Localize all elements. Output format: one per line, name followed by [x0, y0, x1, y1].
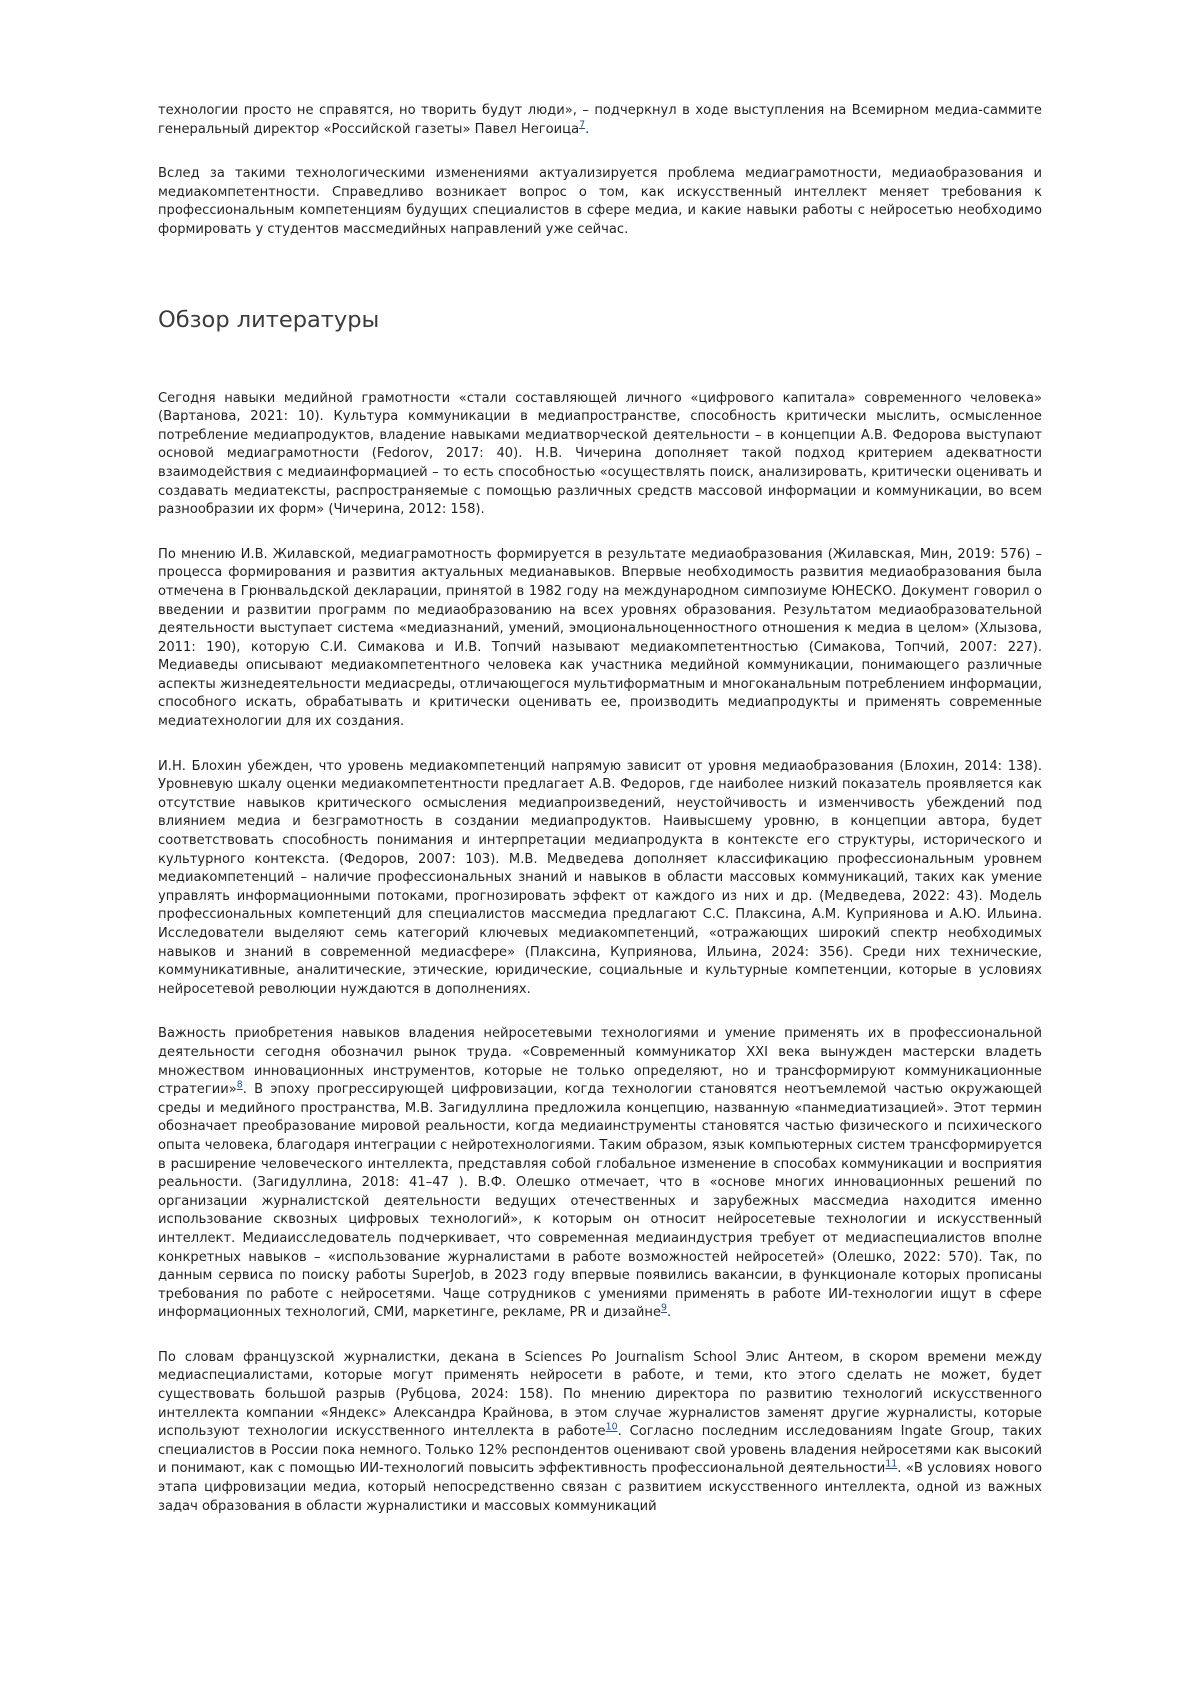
- paragraph-text: .: [667, 1305, 672, 1321]
- footnote-reference-11[interactable]: 11: [885, 1459, 898, 1471]
- paragraph-continuation: [158, 102, 1042, 139]
- paragraph: [158, 390, 1042, 520]
- heading-spacer: [158, 334, 1042, 390]
- paragraph-spacer: [158, 139, 1042, 165]
- paragraph-text: . «В условиях нового этапа цифровизации медиа, который непосредственно связан с развитием искусственного интеллекта, одной из важных задач образования в области журналистики и массовых коммуникаций: [158, 1461, 1043, 1514]
- paragraph-text: .: [585, 121, 590, 137]
- footnote-reference-8[interactable]: 8: [236, 1079, 243, 1091]
- paragraph-text: . Согласно последним исследованиям Ingate Group, таких специалистов в России пока немного. Только 12% респондентов оценивают свой уровень владения нейросетями как высокий и понимают, как с помощью ИИ-технологий повысить эффективность профессиональной деятельности: [158, 1424, 1042, 1477]
- paragraph-text: Важность приобретения навыков владения нейросетевыми технологиями и умение применять их в профессиональной деятельности сегодня обозначил рынок труда. «Современный коммуникатор XXI века вынужден мастерски владеть множеством инновационных инструментов, которые не только определяют, но и трансформируют коммуникационные стратегии»: [158, 1026, 1042, 1098]
- paragraph-text: технологии просто не справятся, но творить будут люди», – подчеркнул в ходе выступления на Всемирном медиа-саммите генеральный директор «Российской газеты» Павел Негоица: [158, 103, 1042, 137]
- section-heading: Обзор литературы: [158, 306, 380, 333]
- footnote-reference-10[interactable]: 10: [605, 1421, 618, 1433]
- paragraph-spacer: [158, 732, 1042, 758]
- section-heading-wrap: [158, 306, 1042, 334]
- footnote-reference-9[interactable]: 9: [661, 1302, 667, 1314]
- paragraph-spacer: [158, 1323, 1042, 1349]
- paragraph: [158, 1349, 1042, 1516]
- paragraph: [158, 165, 1042, 239]
- paragraph-text: Вслед за такими технологическими изменениями актуализируется проблема медиаграмотности, медиаобразования и медиакомпетентности. Справедливо возникает вопрос о том, как искусственный интеллект меняет требования к профессиональным компетенциям будущих специалистов в сфере медиа, и какие навыки работы с нейросетью необходимо формировать у студентов массмедийных направлений уже сейчас.: [158, 166, 1042, 237]
- paragraph-text: Сегодня навыки медийной грамотности «стали составляющей личного «цифрового капитала» современного человека» (Вартанова, 2021: 10). Культура коммуникации в медиапространстве, способность критически мыслить, осмысленное потребление медиапродуктов, владение навыками медиатворческой деятельности – в концепции А.В. Федорова выступают основой медиаграмотности (Fedorov, 2017: 40). Н.В. Чичерина дополняет такой подход критерием адекватности взаимодействия с медиаинформацией – то есть способностью «осуществлять поиск, анализировать, критически оценивать и создавать медиатексты, распространяемые с помощью различных средств массовой информации и коммуникации, во всем разнообразии их форм» (Чичерина, 2012: 158).: [158, 390, 1042, 518]
- paragraph: [158, 758, 1042, 1000]
- paragraph: [158, 546, 1042, 732]
- paragraph-spacer: [158, 520, 1042, 546]
- footnote-reference-7[interactable]: 7: [579, 119, 586, 131]
- paragraph-text: И.Н. Блохин убежден, что уровень медиакомпетенций напрямую зависит от уровня медиаобразования (Блохин, 2014: 138). Уровневую шкалу оценки медиакомпетентности предлагает А.В. Федоров, где наиболее низкий показатель проявляется как отсутствие навыков критического осмысления медиапроизведений, неустойчивость и изменчивость убеждений под влиянием медиа и безграмотность в создании медиапродуктов. Наивысшему уровню, в концепции автора, будет соответствовать способность понимания и интерпретации медиапродукта в контексте его структуры, исторического и культурного контекста. (Федоров, 2007: 103). М.В. Медведева дополняет классификацию профессиональным уровнем медиакомпетенций – наличие профессиональных знаний и навыков в области массовых коммуникаций, таких как умение управлять информационными потоками, прогнозировать эффект от каждого из них и др. (Медведева, 2022: 43). Модель профессиональных компетенций для специалистов массмедиа предлагают С.С. Плаксина, А.М. Куприянова и А.Ю. Ильина. Исследователи выделяют семь категорий ключевых медиакомпетенций, «отражающих широкий спектр необходимых навыков и знаний в современной медиасфере» (Плаксина, Куприянова, Ильина, 2024: 356). Среди них технические, коммуникативные, аналитические, этические, юридические, социальные и культурные компетенции, которые в условиях нейросетевой революции нуждаются в дополнениях.: [158, 758, 1042, 997]
- paragraph: [158, 1025, 1042, 1323]
- paragraph-text: По мнению И.В. Жилавской, медиаграмотность формируется в результате медиаобразования (Жилавская, Мин, 2019: 576) – процесса формирования и развития актуальных медианавыков. Впервые необходимость развития медиаобразования была отмечена в Грюнвальдской декларации, принятой в 1982 году на международном симпозиуме ЮНЕСКО. Документ говорил о введении и развитии программ по медиаобразованию на всех уровнях образования. Результатом медиаобразовательной деятельности выступает система «медиазнаний, умений, эмоциональноценностного отношения к медиа в целом» (Хлызова, 2011: 190), которую С.И. Симакова и И.В. Топчий называют медиакомпетентностью (Симакова, Топчий, 2007: 227). Медиаведы описывают медиакомпетентного человека как участника медийной коммуникации, понимающего различные аспекты жизнедеятельности медиасреды, отличающегося мультиформатным и многоканальным потреблением информации, способного искать, обрабатывать и критически оценивать ее, производить медиапродукты и применять современные медиатехнологии для их создания.: [158, 546, 1042, 730]
- paragraph-text: По словам французской журналистки, декана в Sciences Po Journalism School Элис Антеом, в скором времени между медиаспециалистами, которые могут применять нейросети в работе, и теми, кто этого сделать не может, будет существовать большой разрыв (Рубцова, 2024: 158). По мнению директора по развитию технологий искусственного интеллекта компании «Яндекс» Александра Крайнова, в этом случае журналистов заменят другие журналисты, которые используют технологии искусственного интеллекта в работе: [158, 1349, 1042, 1440]
- paragraph-text: . В эпоху прогрессирующей цифровизации, когда технологии становятся неотъемлемой частью окружающей среды и медийного пространства, М.В. Загидуллина предложила концепцию, названную «панмедиатизацией». Этот термин обозначает преобразование мировой реальности, когда медиаинструменты становятся частью физического и психического опыта человека, благодаря интеграции с нейротехнологиями. Таким образом, язык компьютерных систем трансформируется в расширение человеческого интеллекта, представляя собой глобальное изменение в способах коммуникации и восприятия реальности. (Загидуллина, 2018: 41–47 ). В.Ф. Олешко отмечает, что в «основе многих инновационных решений по организации журналистской деятельности ведущих отечественных и зарубежных массмедиа находится именно использование сквозных цифровых технологий», к которым он относит нейросетевые технологии и искусственный интеллект. Медиаисследователь подчеркивает, что современная медиаиндустрия требует от медиаспециалистов вполне конкретных навыков – «использование журналистами в работе возможностей нейросетей» (Олешко, 2022: 570). Так, по данным сервиса по поиску работы SuperJob, в 2023 году впервые появились вакансии, в функционале которых прописаны требования по работе с нейросетями. Чаще сотрудников с умениями применять в работе ИИ-технологии ищут в сфере информационных технологий, СМИ, маркетинге, рекламе, PR и дизайне: [158, 1082, 1042, 1321]
- page-content: [158, 102, 1042, 1516]
- paragraph-spacer: [158, 999, 1042, 1025]
